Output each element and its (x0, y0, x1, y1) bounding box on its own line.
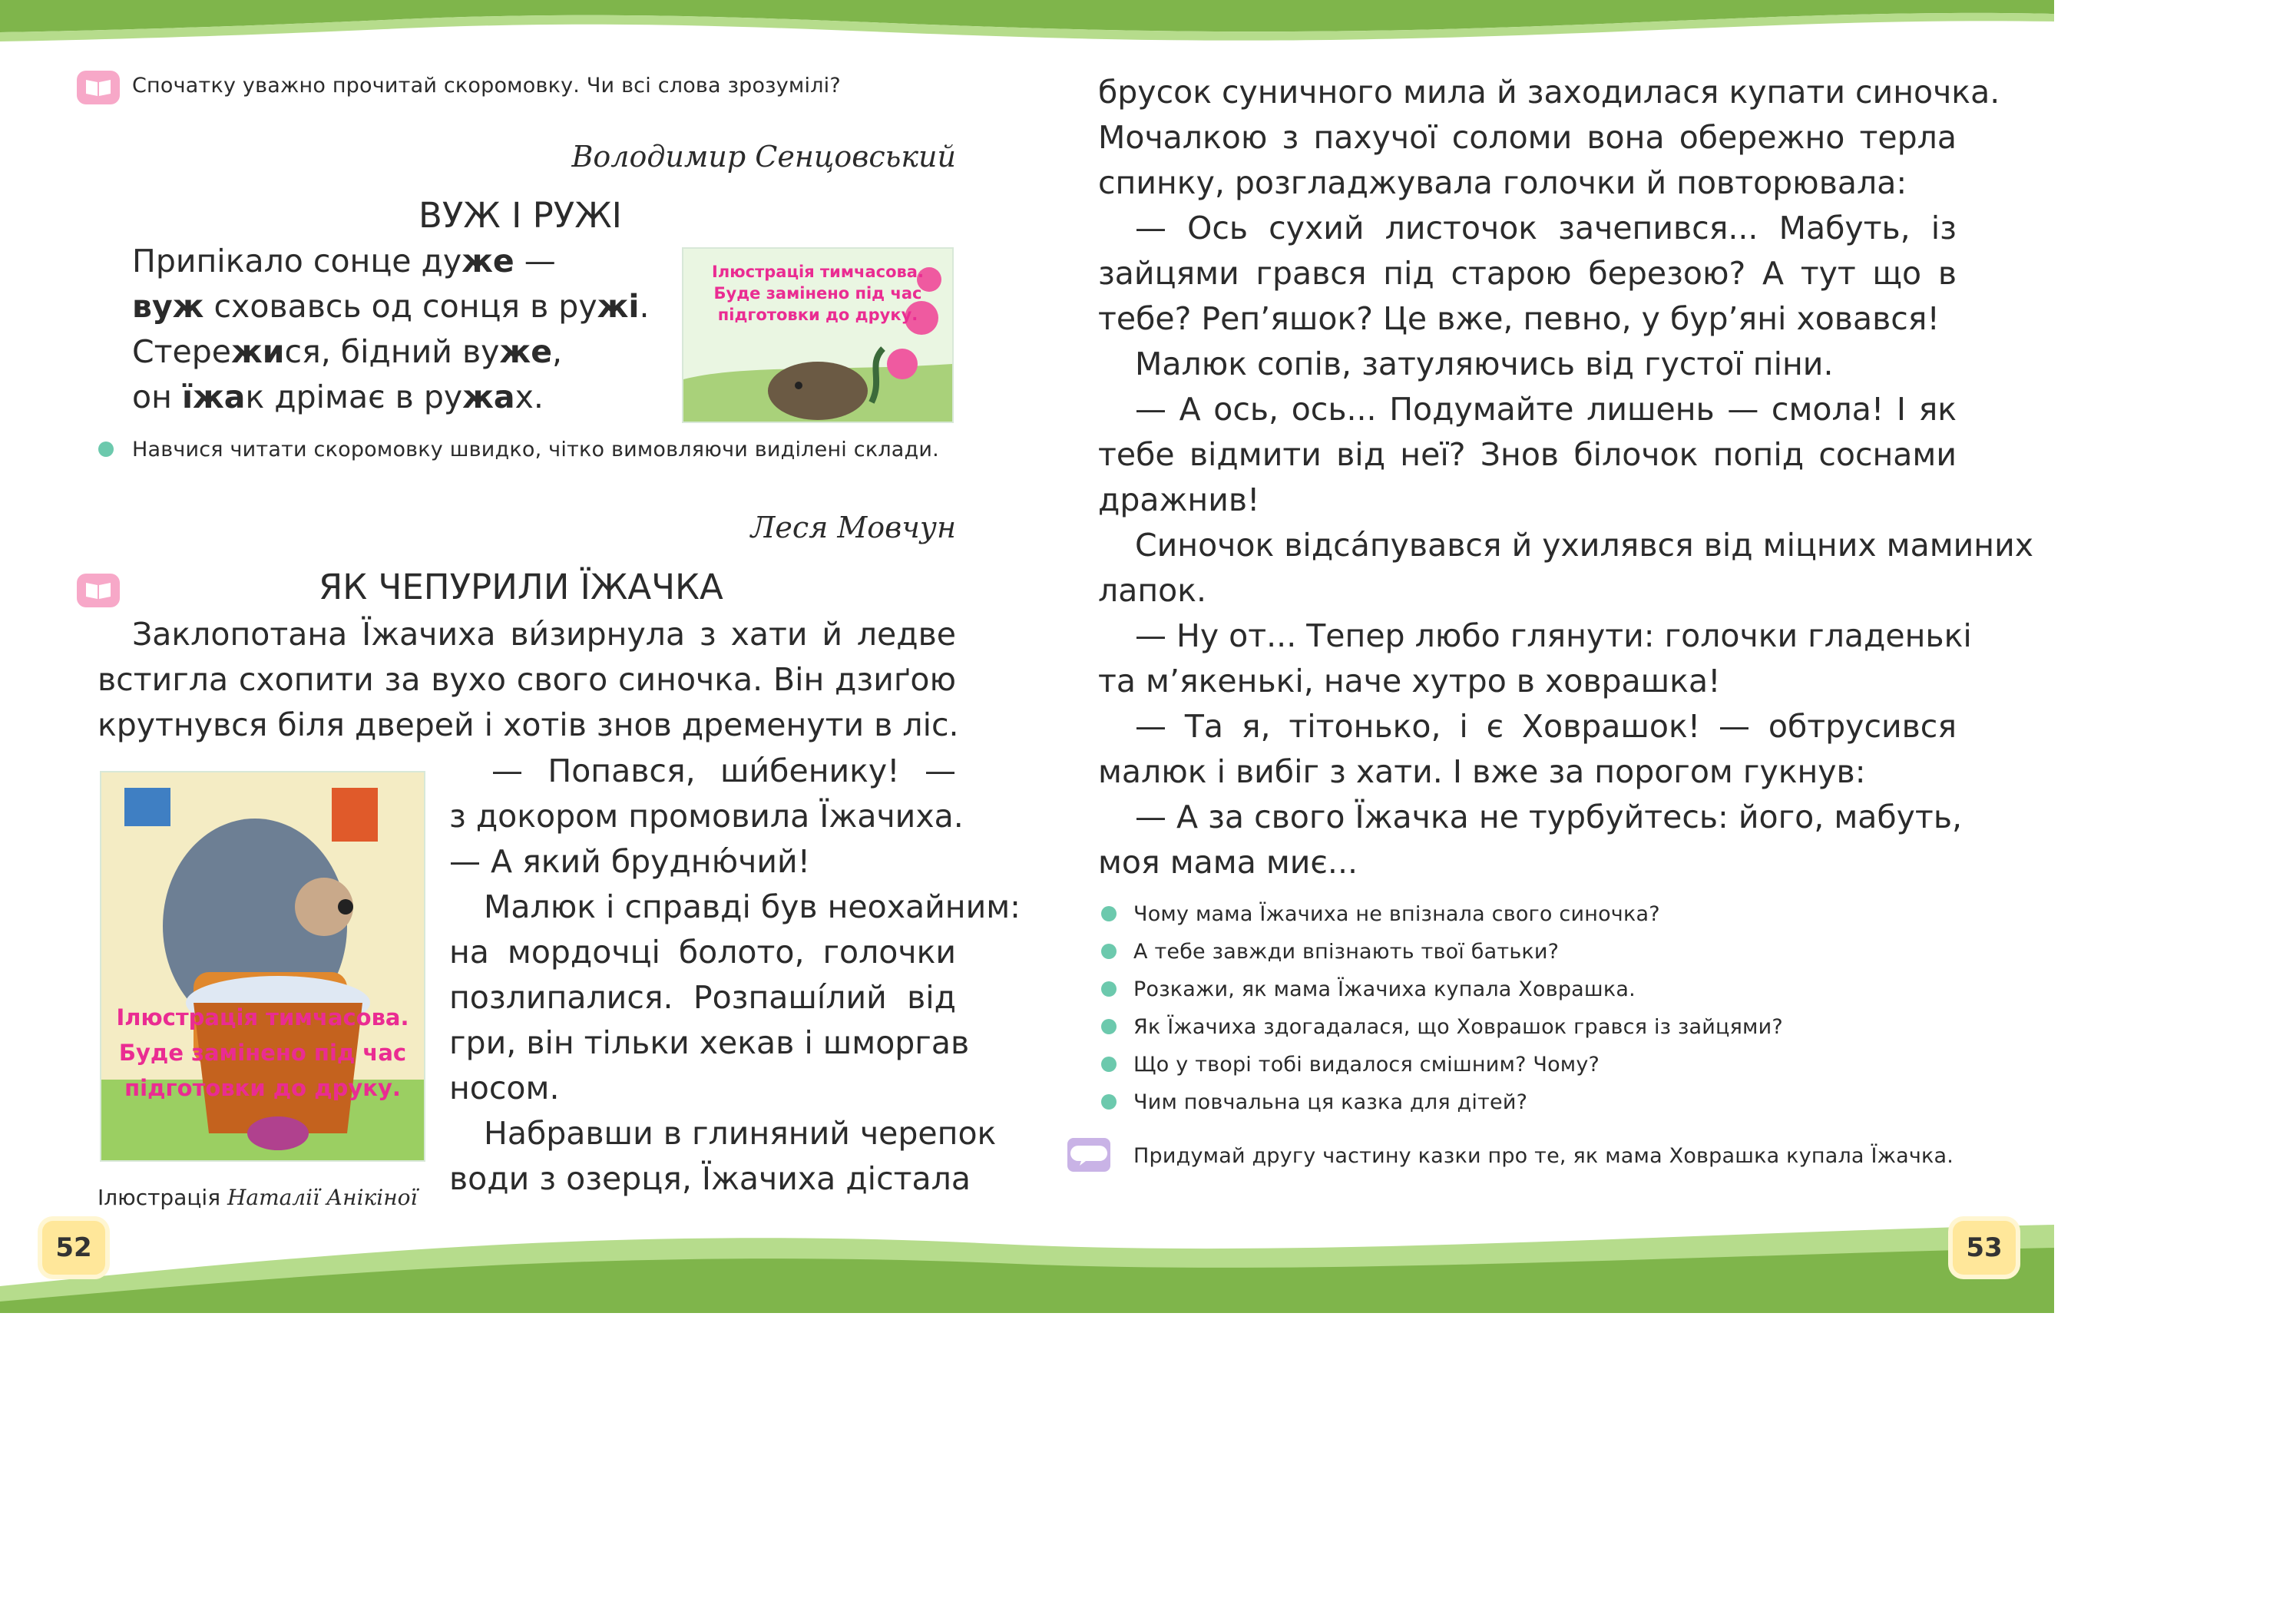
placeholder-text-line-2: Буде замінено під час (118, 1040, 407, 1066)
placeholder-text-line-3: підготовки до друку. (124, 1075, 401, 1101)
poem-task: Навчися читати скоромовку швидко, чітко вимовляючи виділені склади. (132, 438, 939, 461)
question-item: Що у творі тобі видалося смішним? Чому? (1133, 1053, 1600, 1077)
story-line: — Та я, тітонько, і є Ховрашок! — обтрусився (1135, 708, 1957, 745)
story-line: — Ну от... Тепер любо глянути: голочки гладенькі (1135, 617, 1972, 654)
poem-author: Володимир Сенцовський (571, 140, 956, 174)
story-line: Заклопотана Їжачиха ви́зирнула з хати й ледве (132, 616, 956, 653)
page-number-left: 52 (42, 1221, 105, 1275)
book-icon (77, 574, 120, 607)
question-bullet (1101, 1057, 1117, 1072)
poem-title: ВУЖ І РУЖІ (419, 195, 622, 236)
question-bullet (1101, 1019, 1117, 1034)
story-line: Малюк і справді був неохайним: (484, 888, 1021, 925)
story-line: дражнив! (1098, 481, 1260, 518)
question-item: А тебе завжди впізнають твої батьки? (1133, 940, 1560, 964)
creative-task: Придумай другу частину казки про те, як мама Ховрашка купала Їжачка. (1133, 1144, 1954, 1168)
poem-line-3: Стережися, бідний вуже, (132, 333, 563, 370)
question-item: Чим повчальна ця казка для дітей? (1133, 1090, 1528, 1114)
poem-line-4: он їжак дрімає в ружах. (132, 379, 544, 415)
placeholder-text-line-3: підготовки до друку. (717, 306, 918, 324)
question-bullet (1101, 981, 1117, 997)
story-line: Мочалкою з пахучої соломи вона обережно терла (1098, 119, 1957, 156)
story-line: моя мама миє... (1098, 844, 1358, 881)
story-line: — А ось, ось... Подумайте лишень — смола! І як (1135, 391, 1957, 428)
illustration-caption: Ілюстрація Наталії Анікіної (98, 1185, 418, 1210)
question-bullet (1101, 906, 1117, 921)
story-line: — А за свого Їжачка не турбуйтесь: його, мабуть, (1135, 799, 1963, 835)
story-line: — А який брудню́чий! (449, 843, 811, 880)
story-title: ЯК ЧЕПУРИЛИ ЇЖАЧКА (319, 567, 723, 607)
question-bullet (1101, 944, 1117, 959)
story-line: гри, він тільки хекав і шморгав (449, 1024, 970, 1061)
story-line: Набравши в глиняний черепок (484, 1115, 997, 1152)
story-line: зайцями грався під старою березою? А тут що в (1098, 255, 1957, 292)
poem-line-2: вуж сховавсь од сонця в ружі. (132, 288, 650, 325)
story-line: спинку, розгладжувала голочки й повторювала: (1098, 164, 1907, 201)
task-bullet (98, 442, 114, 457)
placeholder-text-line-1: Ілюстрація тимчасова. (712, 263, 924, 281)
question-item: Чому мама Їжачиха не впізнала свого синочка? (1133, 902, 1660, 926)
story-line: малюк і вибіг з хати. І вже за порогом гукнув: (1098, 753, 1866, 790)
illustration-placeholder-large (100, 771, 425, 1162)
placeholder-text-line-1: Ілюстрація тимчасова. (116, 1004, 409, 1030)
reading-instruction: Спочатку уважно прочитай скоромовку. Чи всі слова зрозумілі? (132, 74, 841, 98)
page-number-right: 53 (1953, 1221, 2016, 1275)
speech-bubble-icon (1067, 1138, 1110, 1172)
story-line: на мордочці болото, голочки (449, 934, 956, 971)
story-line: — Попався, ши́бенику! — (491, 752, 956, 789)
bottom-wave-decoration (0, 1202, 2054, 1313)
story-line: Синочок відса́пувався й ухилявся від міцних маминих (1135, 527, 2033, 564)
story-line: лапок. (1098, 572, 1207, 609)
question-item: Розкажи, як мама Їжачиха купала Ховрашка. (1133, 977, 1636, 1001)
story-line: встигла схопити за вухо свого синочка. Він дзиґою (98, 661, 956, 698)
story-line: та м’якенькі, наче хутро в ховрашка! (1098, 663, 1721, 700)
story-line: — Ось сухий листочок зачепився... Мабуть, із (1135, 210, 1957, 246)
story-line: Малюк сопів, затуляючись від густої піни. (1135, 346, 1834, 382)
book-icon (77, 71, 120, 104)
placeholder-text-line-2: Буде замінено під час (713, 284, 922, 303)
question-item: Як Їжачиха здогадалася, що Ховрашок грався із зайцями? (1133, 1015, 1783, 1039)
story-line: тебе відмити від неї? Знов білочок попід соснами (1098, 436, 1957, 473)
illustration-placeholder-small (682, 247, 954, 423)
story-line: крутнувся біля дверей і хотів знов дременути в ліс. (98, 706, 959, 743)
story-line: позлипалися. Розпаші́лий від (449, 979, 956, 1016)
story-line: з докором промовила Їжачиха. (449, 798, 964, 835)
question-bullet (1101, 1094, 1117, 1110)
story-author: Леся Мовчун (750, 511, 956, 544)
story-line: носом. (449, 1070, 560, 1106)
story-line: тебе? Реп’яшок? Це вже, певно, у бур’яні ховався! (1098, 300, 1940, 337)
top-wave-decoration (0, 0, 2054, 46)
poem-line-1: Припікало сонце дуже — (132, 243, 556, 279)
story-line: води з озерця, Їжачиха дістала (449, 1160, 971, 1197)
story-line: брусок суничного мила й заходилася купати синочка. (1098, 74, 2000, 111)
